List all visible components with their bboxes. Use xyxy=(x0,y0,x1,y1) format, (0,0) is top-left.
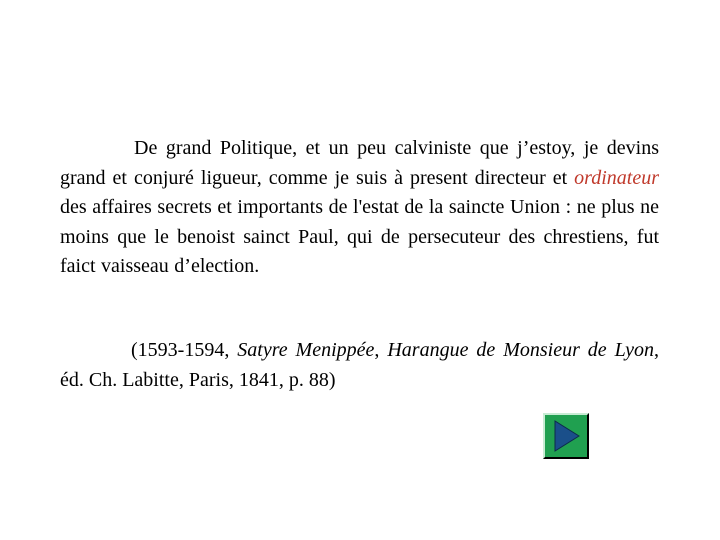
citation-paragraph xyxy=(60,336,659,395)
citation-comma: , xyxy=(374,339,388,361)
play-triangle-icon xyxy=(545,415,587,457)
citation-work-title: Satyre Menippée xyxy=(237,339,375,361)
citation-section-title: Harangue de Monsieur de Lyon xyxy=(387,339,655,361)
quote-paragraph xyxy=(60,134,659,282)
citation-open: (1593-1594, xyxy=(131,339,238,361)
next-slide-button[interactable] xyxy=(543,413,589,459)
citation-rest: , éd. Ch. Labitte, Paris, 1841, p. 88) xyxy=(60,339,660,391)
quote-text-after: des affaires secrets et importants de l'estat de la saincte Union : ne plus ne moins que le benoist sainct Paul, qui de persecuteur des chrestiens, fut faict vaisseau d’election. xyxy=(60,196,659,277)
highlighted-term: ordinateur xyxy=(574,166,659,189)
quote-text-before: De grand Politique, et un peu calviniste que j’estoy, je devins grand et conjuré ligueur, comme je suis à present directeur et xyxy=(60,137,659,189)
